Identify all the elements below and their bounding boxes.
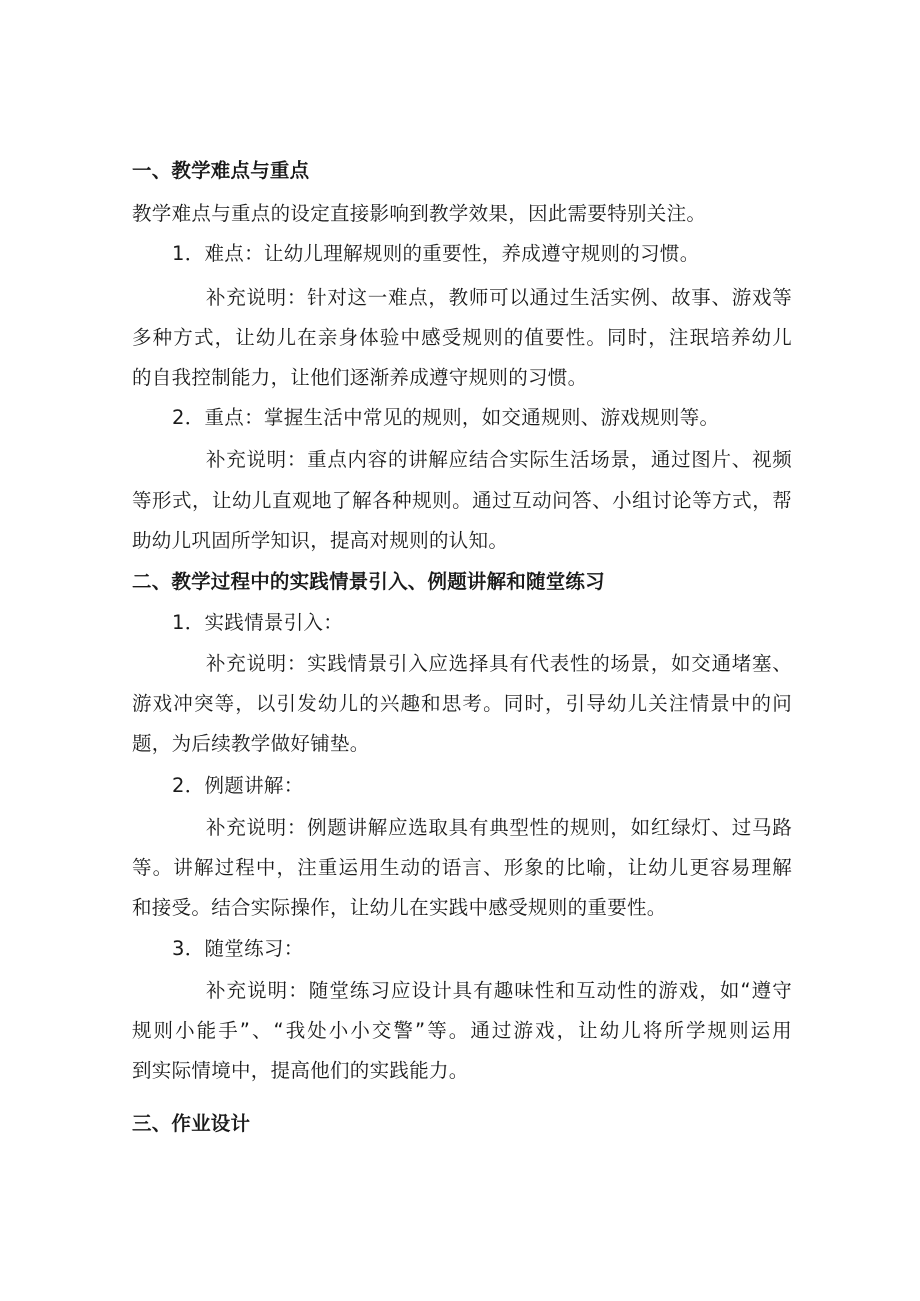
section1-item2-note-line2: 等形式，让幼儿直观地了解各种规则。通过互动问答、小组讨论等方式，帮 xyxy=(132,489,792,512)
section1-intro: 教学难点与重点的设定直接影响到教学效果，因此需要特别关注。 xyxy=(132,202,707,225)
section1-item1-note-line3: 的自我控制能力，让他们逐渐养成遵守规则的习惯。 xyxy=(132,366,588,389)
section1-heading: 一、教学难点与重点 xyxy=(132,159,310,182)
section2-item3-note-line3: 到实际情境中，提高他们的实践能力。 xyxy=(132,1059,469,1082)
section2-item2-note-line2: 等。讲解过程中，注重运用生动的语言、形象的比喻，让幼儿更容易理解 xyxy=(132,856,792,879)
section2-item1-title: 1．实践情景引入： xyxy=(172,611,344,634)
section2-heading: 二、教学过程中的实践情景引入、例题讲解和随堂练习 xyxy=(132,570,605,593)
section2-item1-note-line3: 题，为后续教学做好铺垫。 xyxy=(132,732,370,755)
section1-item1-title: 1．难点：让幼儿理解规则的重要性，养成遵守规则的习惯。 xyxy=(172,242,700,265)
section2-item3-note-line1: 补充说明：随堂练习应设计具有趣味性和互动性的游戏，如“遵守 xyxy=(206,979,792,1002)
section1-item2-title: 2．重点：掌握生活中常见的规则，如交通规则、游戏规则等。 xyxy=(172,406,720,429)
section2-item2-note-line1: 补充说明：例题讲解应选取具有典型性的规则，如红绿灯、过马路 xyxy=(206,816,792,839)
section1-item2-note-line1: 补充说明：重点内容的讲解应结合实际生活场景，通过图片、视频 xyxy=(206,448,792,471)
section2-item1-note-line2: 游戏冲突等，以引发幼儿的兴趣和思考。同时，引导幼儿关注情景中的问 xyxy=(132,692,792,715)
section2-item3-note-line2: 规则小能手”、“我处小小交警”等。通过游戏，让幼儿将所学规则运用 xyxy=(132,1019,792,1042)
section2-item2-note-line3: 和接受。结合实际操作，让幼儿在实践中感受规则的重要性。 xyxy=(132,896,667,919)
section1-item2-note-line3: 助幼儿巩固所学知识，提高对规则的认知。 xyxy=(132,529,509,552)
section2-item3-title: 3．随堂练习： xyxy=(172,937,304,960)
section2-item1-note-line1: 补充说明：实践情景引入应选择具有代表性的场景，如交通堵塞、 xyxy=(206,652,792,675)
section1-item1-note-line2: 多种方式，让幼儿在亲身体验中感受规则的值要性。同时，注珉培养幼儿 xyxy=(132,326,792,349)
section3-heading: 三、作业设计 xyxy=(132,1112,251,1135)
section1-item1-note-line1: 补充说明：针对这一难点，教师可以通过生活实例、故事、游戏等 xyxy=(206,286,792,309)
section2-item2-title: 2．例题讲解： xyxy=(172,774,304,797)
